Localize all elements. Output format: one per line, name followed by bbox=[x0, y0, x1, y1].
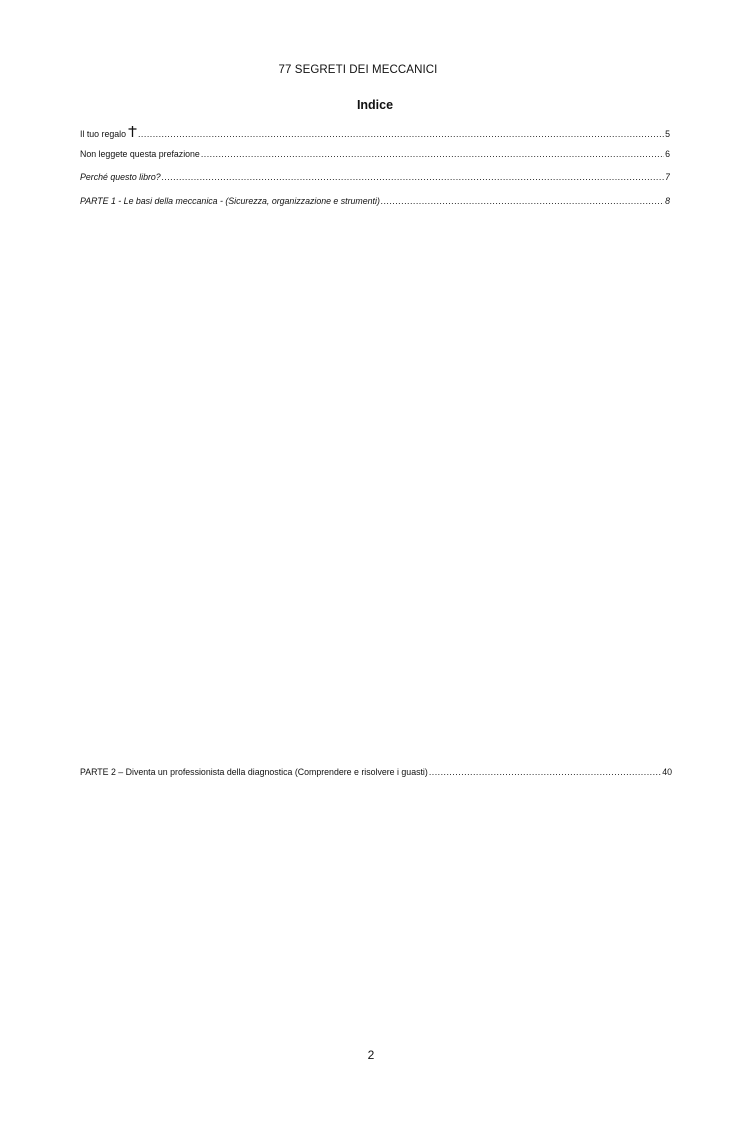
toc-leader bbox=[381, 196, 664, 206]
index-heading: Indice bbox=[356, 98, 394, 112]
toc-entry-prefazione[interactable] bbox=[80, 149, 670, 159]
book-title: 77 SEGRETI DEI MECCANICI bbox=[278, 64, 438, 76]
toc-leader bbox=[138, 129, 664, 139]
toc-title: PARTE 2 – Diventa un professionista della diagnostica (Comprendere e risolvere i guasti) bbox=[80, 767, 428, 777]
toc-entry-gift[interactable] bbox=[80, 126, 670, 139]
toc-entry-parte-1[interactable] bbox=[80, 196, 670, 206]
toc-entry-parte-2[interactable] bbox=[80, 767, 672, 777]
toc-page: 7 bbox=[665, 172, 670, 182]
toc-title: Perché questo libro? bbox=[80, 172, 161, 182]
toc-title: Il tuo regalo bbox=[80, 129, 126, 139]
toc-title: PARTE 1 - Le basi della meccanica - (Sicurezza, organizzazione e strumenti) bbox=[80, 196, 380, 206]
page-number: 2 bbox=[367, 1048, 375, 1062]
toc-page: 8 bbox=[665, 196, 670, 206]
toc-page: 5 bbox=[665, 129, 670, 139]
toc-leader bbox=[162, 172, 664, 182]
toc-entry-perche[interactable] bbox=[80, 172, 670, 182]
toc-page: 6 bbox=[665, 149, 670, 159]
cross-icon bbox=[128, 126, 137, 136]
toc-page: 40 bbox=[662, 767, 672, 777]
toc-title: Non leggete questa prefazione bbox=[80, 149, 200, 159]
toc-leader bbox=[429, 767, 661, 777]
toc-leader bbox=[201, 149, 664, 159]
